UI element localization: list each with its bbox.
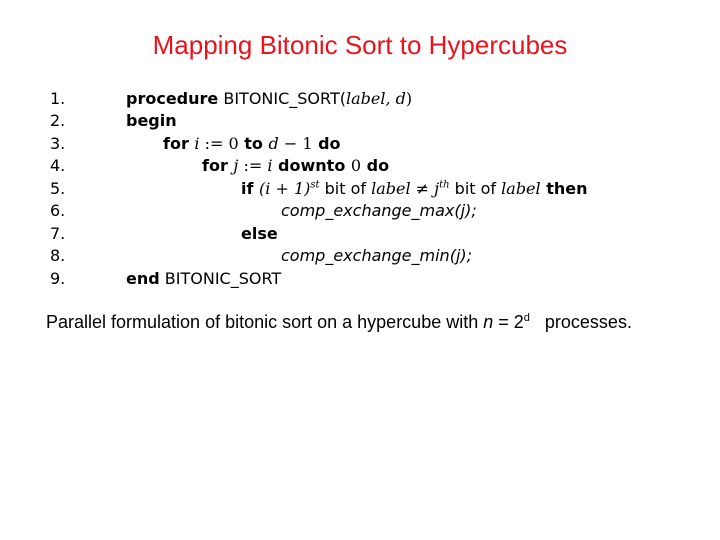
math-op: :=: [199, 134, 229, 153]
algorithm-listing: [0, 88, 720, 293]
caption-exponent: d: [523, 312, 530, 324]
algorithm-line: [0, 178, 720, 200]
procedure-name: BITONIC_SORT: [159, 269, 282, 288]
line-number: 7.: [50, 224, 66, 243]
math-op: −: [278, 134, 303, 153]
keyword: end: [126, 269, 160, 288]
math-args: label, d: [346, 89, 406, 108]
line-code: [202, 155, 389, 177]
keyword: for: [202, 156, 234, 175]
slide-title: Mapping Bitonic Sort to Hypercubes: [152, 30, 568, 60]
line-code: [241, 178, 588, 200]
math-value: 0: [228, 134, 239, 153]
math-value: 1: [302, 134, 313, 153]
code-text: bit of: [449, 179, 502, 198]
line-number: 2.: [50, 111, 66, 130]
keyword: then: [540, 179, 588, 198]
keyword: for: [163, 134, 195, 153]
algorithm-line: [0, 268, 720, 290]
caption-text: Parallel formulation of bitonic sort on a hypercube with: [46, 312, 484, 332]
line-number: 1.: [50, 89, 66, 108]
line-code: [126, 268, 281, 290]
algorithm-line: [0, 155, 720, 177]
line-number: 3.: [50, 134, 66, 153]
algorithm-line: [0, 133, 720, 155]
keyword: downto: [272, 156, 351, 175]
keyword: begin: [126, 111, 177, 130]
line-number: 6.: [50, 201, 66, 220]
algorithm-line: [0, 200, 720, 222]
caption-tail: processes.: [529, 312, 632, 332]
math-superscript: st: [310, 179, 320, 191]
caption-var: n: [483, 312, 494, 332]
math-var: j: [233, 156, 239, 175]
keyword: else: [241, 224, 278, 243]
algorithm-line: [0, 245, 720, 267]
keyword: if: [241, 179, 260, 198]
code-text: bit of: [319, 179, 372, 198]
caption-eq: = 2: [493, 312, 524, 332]
procedure-name: BITONIC_SORT(: [218, 89, 346, 108]
math-value: 0: [350, 156, 362, 175]
keyword: procedure: [126, 89, 219, 108]
math-var: label: [371, 179, 411, 198]
math-op: ≠: [410, 179, 435, 198]
line-code: [126, 88, 412, 110]
keyword: do: [312, 134, 341, 153]
math-var: d: [268, 134, 279, 153]
math-var: label: [501, 179, 541, 198]
function-call: comp_exchange_min(j);: [281, 246, 473, 265]
math-var: j: [434, 179, 440, 198]
keyword: to: [238, 134, 269, 153]
function-call: comp_exchange_max(j);: [281, 201, 477, 220]
line-code: [163, 133, 341, 155]
math-superscript: th: [439, 179, 450, 191]
algorithm-line: [0, 223, 720, 245]
line-number: 4.: [50, 156, 66, 175]
line-number: 8.: [50, 246, 66, 265]
line-number: 5.: [50, 179, 66, 198]
algorithm-line: [0, 88, 720, 110]
math-op: :=: [238, 156, 268, 175]
keyword: do: [361, 156, 390, 175]
caption: [46, 312, 716, 333]
math-var: i: [267, 156, 273, 175]
algorithm-line: [0, 110, 720, 132]
line-number: 9.: [50, 269, 66, 288]
math-var: i: [194, 134, 200, 153]
math-paren: ): [405, 89, 413, 108]
math-expr: (i + 1): [259, 179, 311, 198]
